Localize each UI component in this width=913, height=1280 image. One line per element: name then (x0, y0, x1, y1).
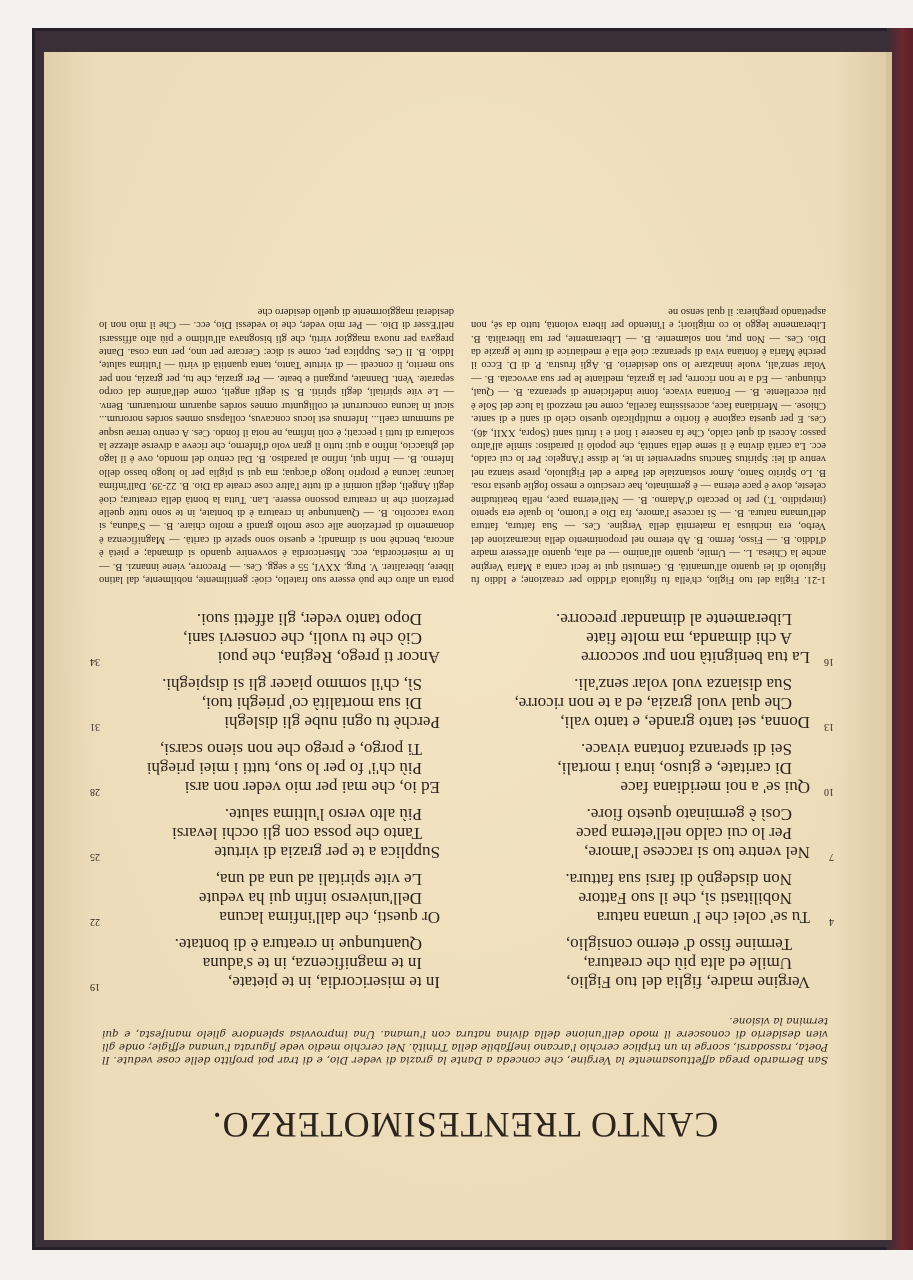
verse-number: 19 (90, 981, 100, 992)
page-gutter (886, 52, 892, 1240)
verse-number: 25 (90, 851, 100, 862)
verse-line: Così è germinato questo fiore. (586, 805, 792, 824)
verse-number: 13 (824, 721, 834, 732)
verse-number: 22 (90, 916, 100, 927)
tercet (460, 675, 834, 732)
verse-line: Qui se' a noi meridiana face (620, 778, 810, 797)
verse-number: 34 (90, 656, 100, 667)
verse-line: Dopo tanto veder, gli affetti suoi. (196, 610, 422, 629)
verse-line: In te misericordia, in te pietate, (228, 973, 440, 992)
verse-line: Perchè tu ogni nube gli disleghi (224, 713, 440, 732)
verse-number: 7 (829, 851, 834, 862)
verse-line: In te magnificenza, in te s'aduna (202, 954, 422, 973)
verse-line: Non disdegnò di farsi sua fattura. (565, 870, 792, 889)
commentary-right: porta un altro che può essere suo fratello, cioè: gentilmente, nobilmente, dal latino libere, liberaliter. V. Purg. XXVI, 55 e segg. Ces. — Precorre, viene innanzi. B. — In te misericordia, ecc. Misericordia è sovvenire quando si dimanda; e pietà è ancora, benchè non si dimandi; e questo sono spezie di carità. — Magnificenza è donamento di perfezione alle cose molto grandi e molto chiare. B. — S'aduna, si trova raccolto. B. — Quantunque in creatura è di bontate, in te sono tutte quelle perfezioni che in creatura possono essere. Lan. Tutta la bontà della creatura; cioè degli Angeli, degli uomini e di tutte l'altre cose create da Dio. B. 22-39. Dall'infima lacuna: lacuna è proprio luogo d'acqua; ma qui si piglia per lo luogo basso dello Inferno. B. — Infin qui, infino al paradiso. B. Dal centro del mondo, ove è il lago del ghiaccio, infino a qui: tutto il gran volo d'Inferno, che riceve a diverse altezze la scolatura di tutti i peccati; è colì infima, ne nota il fondo. Ces. A centro terrae usque ad summum caeli... Infernus est locus concavus, collapsus omnes sordes nororum... sicut in lacuna concurrunt et colliguntur omnes sordes aquarum mortuarum. Benv. — Le vite spiritali, degli spiriti. B. Si degli angeli, come dell'anime dal corpo separate. Vent. Dannate, purganti e beate. — Per grazia, che tu, per grazia, non per suo merito, li concedi — di virtute Tanto, tanta quantità di virtù — l'ultima salute, Iddio. B. Il Ces. Supplica per, come si dice: Cercare per uno, per una cosa. Dante pregava per nuova maggior virtù, che gli bisognava all'ultimo e più alto affissarsi nell'Esser di Dio. — Per mio veder, che io vedessi Dio, ecc. — Che il mio non lo desiderai maggiormente di quello desidero che (99, 305, 454, 585)
tercet (90, 935, 440, 992)
verse-line: La tua benignità non pur soccorre (581, 648, 810, 667)
tercet (90, 805, 440, 862)
verse-line: Quantunque in creatura è di bontate. (174, 935, 422, 954)
verse-number: 4 (829, 916, 834, 927)
verse-line: Sua disianza vuol volar senz'ali. (574, 675, 792, 694)
verse-line: Ed io, che mai per mio veder non arsi (184, 778, 440, 797)
tercet (460, 870, 834, 927)
verse-line: Di caritate, e giuso, intra i mortali, (557, 759, 792, 778)
verse-line: Nel ventre tuo si raccese l'amore, (584, 843, 810, 862)
verse-line: Sì, ch'il sommo piacer gli si dispieghi. (162, 675, 422, 694)
verse-line: Umile ed alta più che creatura, (583, 954, 792, 973)
verse-line: Or questi, che dall'infima lacuna (219, 908, 440, 927)
tercet (460, 740, 834, 797)
verse-number: 16 (824, 656, 834, 667)
tercet (460, 610, 834, 667)
verse-line: Di sua mortalità co' prieghi tuoi, (201, 694, 422, 713)
verse-line: Nobilitasti sì, che il suo Fattore (578, 889, 792, 908)
verse-line: Sei di speranza fontana vivace. (581, 740, 792, 759)
verse-line: Supplica a te per grazia di virtute (214, 843, 440, 862)
canto-title: CANTO TRENTESIMOTERZO. (211, 1105, 719, 1145)
verse-number: 10 (824, 786, 834, 797)
verse-line: Che qual vuol grazia, ed a te non ricorre, (514, 694, 792, 713)
tercet (90, 675, 440, 732)
tercet (90, 610, 440, 667)
verse-line: Tu se' colei che l' umana natura (596, 908, 810, 927)
canto-summary: San Bernardo prega affettuosamente la Vergine, che conceda a Dante la grazia di veder Dio, e di trar poi profitto delle cose vedute. Il Poeta, rassodarsi, scorge in un triplice cerchio l'arcano ineffabile della Trinità. Nel cerchio medio vede figurata l'umana effigie; onde gli vien desiderio di conoscere il modo dell'unione della divina natura con l'umana. Una improvvisa splendore glielo manifesta, e qui termina la visione. (102, 1015, 828, 1066)
verse-line: Ciò che tu vuoli, che conservi sani, (183, 629, 422, 648)
upside-down-print (44, 52, 886, 1240)
tercet (90, 740, 440, 797)
verse-line: Ti porgo, e prego che non sieno scarsi, (159, 740, 422, 759)
tercet (460, 805, 834, 862)
verse-number: 31 (90, 721, 100, 732)
verse-line: A chi dimanda, ma molte fiate (586, 629, 792, 648)
verse-line: Dell'universo infin qui ha vedute (198, 889, 422, 908)
verse-line: Tanto che possa con gli occhi levarsi (172, 824, 422, 843)
tercet (460, 935, 810, 992)
verse-line: Le vite spiritali ad una ad una, (215, 870, 422, 889)
page-content (92, 186, 838, 1146)
verse-column-right (90, 602, 440, 992)
tercet (90, 870, 440, 927)
book-page (44, 52, 886, 1240)
verse-line: Termine fisso d' eterno consiglio, (565, 935, 792, 954)
verse-line: Più alto verso l'ultima salute. (224, 805, 422, 824)
verse-line: Vergine madre, figlia del tuo Figlio, (566, 973, 810, 992)
verse-line: Liberamente al dimandar precorre. (556, 610, 792, 629)
commentary-left: 1-21. Figlia del tuo Figlio, ch'ella fu figliuola d'Iddio per creazione; e Iddio fu figliuolo di lei quanto all'umanità. B. Gemuisti qui te fecit canta a Maria Vergine anche la Chiesa. L. — Umile, quanto all'animo — ed alta, quanto all'essere madre d'Iddio. B. — Fisso, fermo. B. Ab eterno nel proponimento della incarnazione del Verbo, era inchiusa la maternità della Vergine. Ces. — Sua fattura, fattura dell'umana natura. B. — Si raccese l'amore, fra Dio e l'uomo, lo quale era spento (intepidito. T.) per lo peccato d'Adamo. B. — Nell'eterna pace, nella beatitudine celeste, dove è pace eterna — è germinato, hae cresciuto e messo foglie questa rosa. B. Lo Spirito Santo, Amor sostanziale del Padre e del Figliuolo, prese stanza nel ventre di lei: Spiritus Sanctus superveniet in te, le disse l'Angelo: Per lo cui caldo, ecc. La carità divina è il seme della santità, che popolò il paradiso: simile all'altro passo: Accesi di quel caldo, Che fa nascere i fiori e i frutti santi (Sopra, XXII, 46). Ces. E per questa cagione è fiorito e multiplicato questo cielo di santi e di sante. Chiose. — Meridiana face, accesissima facella, come nel mezzodì la luce del Sole è più eccellente. B. — Fontana vivace, fonte indeficiente di speranza. B. — Qual, chiunque. — Ed a te non ricorre, per la grazia, mediante le per sua avvocata. B. — Volar senz'ali, vuole innalzare lo suo desiderio. B. Agli frustra. P. di D. Ecco il perchè Maria è fontana viva di speranza: cioè ella è mediatrice di tutte le grazie da Dio. Ces. — Non pur, non solamente. B. — Liberamente, per tua liberalità. B. Liberamente leggo io co migliori; e l'intendo per libera volontà, tutto da sè, non aspettando preghiera: il qual senso ne (471, 305, 826, 585)
commentary (92, 186, 838, 586)
verse-line: Donna, sei tanto grande, e tanto vali, (560, 713, 810, 732)
verse-line: Ancor ti prego, Regina, che puoi (217, 648, 440, 667)
verse-number: 28 (90, 786, 100, 797)
verse-line: Per lo cui caldo nell'eterna pace (576, 824, 792, 843)
verse-columns (92, 592, 838, 992)
verse-line: Più ch'i' fo per lo suo, tutti i miei prieghi (146, 759, 422, 778)
verse-column-left (460, 602, 834, 992)
